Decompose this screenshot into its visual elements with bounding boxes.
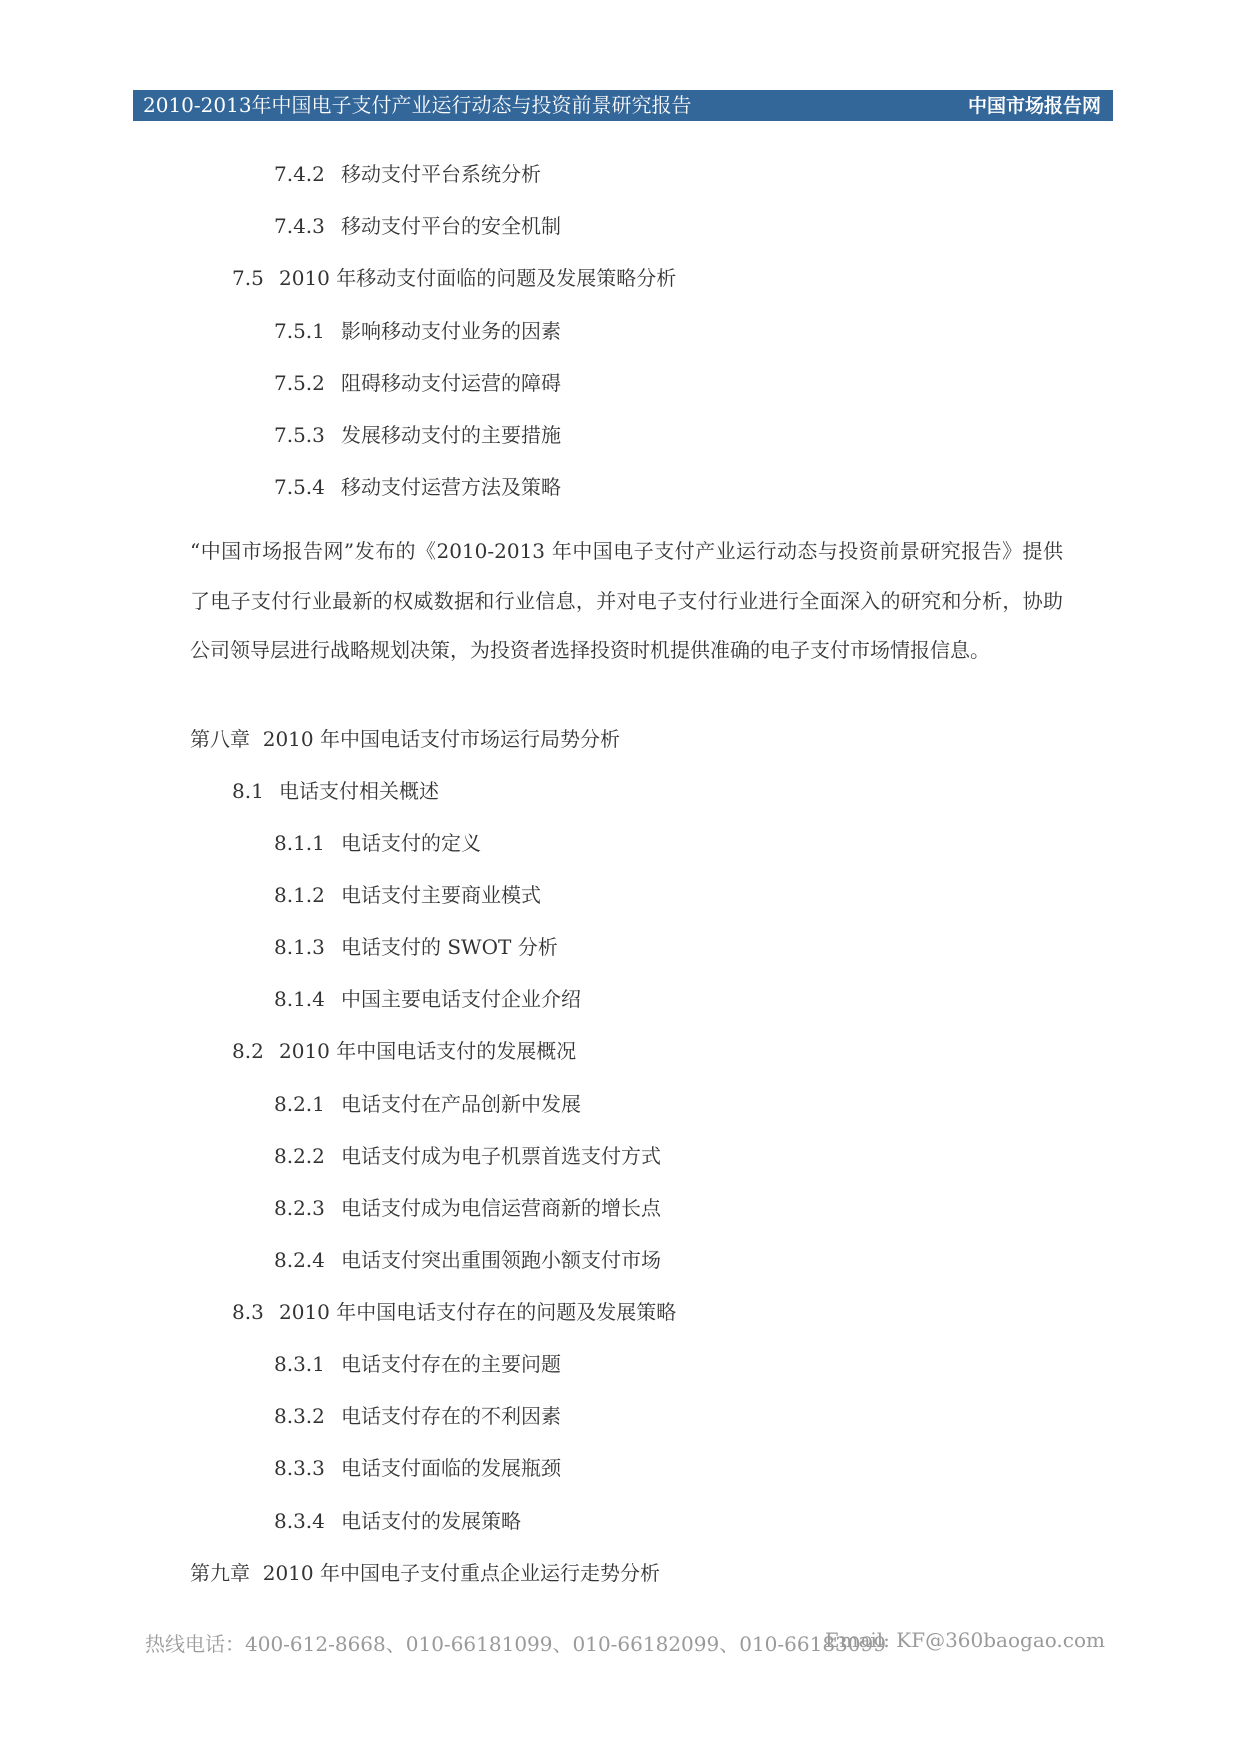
toc-number: 8.3.1 [274, 1352, 325, 1376]
toc-entry [274, 213, 561, 239]
toc-text: 移动支付运营方法及策略 [341, 475, 561, 499]
toc-entry [274, 1195, 661, 1221]
email-text: Email: KF@360baogao.com [824, 1628, 1105, 1652]
toc-entry [274, 1091, 581, 1117]
chapter-number: 第九章 [190, 1561, 250, 1585]
toc-number: 8.1.3 [274, 935, 325, 959]
toc-text: 移动支付平台系统分析 [341, 162, 541, 186]
toc-number: 8.1.4 [274, 987, 325, 1011]
toc-text: 电话支付主要商业模式 [341, 883, 541, 907]
toc-entry [232, 265, 676, 291]
toc-text: 电话支付在产品创新中发展 [341, 1092, 581, 1116]
toc-text: 电话支付面临的发展瓶颈 [341, 1456, 561, 1480]
site-brand: 中国市场报告网 [967, 95, 1101, 117]
toc-number: 8.2.2 [274, 1144, 325, 1168]
toc-number: 8.1.2 [274, 883, 325, 907]
toc-text: 中国主要电话支付企业介绍 [341, 987, 581, 1011]
toc-text: 电话支付成为电信运营商新的增长点 [341, 1196, 661, 1220]
toc-number: 7.5.4 [274, 475, 325, 499]
toc-text: 电话支付存在的不利因素 [341, 1404, 561, 1428]
toc-text: 电话支付的 SWOT 分析 [341, 935, 558, 959]
toc-entry [274, 1351, 561, 1377]
toc-text: 电话支付成为电子机票首选支付方式 [341, 1144, 661, 1168]
toc-number: 8.2.4 [274, 1248, 325, 1272]
toc-entry [274, 1143, 661, 1169]
toc-text: 发展移动支付的主要措施 [341, 423, 561, 447]
toc-entry [274, 318, 561, 344]
toc-text: 影响移动支付业务的因素 [341, 319, 561, 343]
toc-text: 2010 年中国电话支付的发展概况 [279, 1039, 577, 1063]
chapter-number: 第八章 [190, 727, 250, 751]
hotline-text: 热线电话：400-612-8668、010-66181099、010-66182099、010-66183099 [145, 1632, 886, 1656]
toc-number: 8.3.3 [274, 1456, 325, 1480]
toc-entry [274, 1455, 561, 1481]
toc-entry [274, 986, 581, 1012]
toc-number: 7.4.2 [274, 162, 325, 186]
toc-entry [274, 474, 561, 500]
toc-text: 移动支付平台的安全机制 [341, 214, 561, 238]
toc-entry [274, 882, 541, 908]
page-footer [145, 1628, 1105, 1660]
toc-entry [274, 1403, 561, 1429]
intro-paragraph: “中国市场报告网”发布的《2010-2013 年中国电子支付产业运行动态与投资前景研究报告》提供了电子支付行业最新的权威数据和行业信息，并对电子支付行业进行全面深入的研究和分析，协助公司领导层进行战略规划决策，为投资者选择投资时机提供准确的电子支付市场情报信息。 [190, 539, 1063, 662]
toc-text: 2010 年移动支付面临的问题及发展策略分析 [279, 266, 677, 290]
toc-entry [274, 934, 558, 960]
toc-entry [232, 1038, 576, 1064]
toc-entry [274, 370, 561, 396]
toc-entry [274, 830, 481, 856]
toc-entry [232, 1299, 676, 1325]
toc-number: 8.1 [232, 779, 264, 803]
toc-number: 7.5 [232, 266, 264, 290]
toc-text: 电话支付存在的主要问题 [341, 1352, 561, 1376]
toc-text: 电话支付突出重围领跑小额支付市场 [341, 1248, 661, 1272]
chapter-heading [190, 1560, 660, 1586]
toc-text: 电话支付相关概述 [279, 779, 439, 803]
chapter-title: 2010 年中国电子支付重点企业运行走势分析 [262, 1561, 660, 1585]
toc-number: 8.3.2 [274, 1404, 325, 1428]
toc-number: 7.5.1 [274, 319, 325, 343]
toc-entry [274, 1247, 661, 1273]
toc-number: 8.2 [232, 1039, 264, 1063]
toc-text: 阻碍移动支付运营的障碍 [341, 371, 561, 395]
toc-number: 7.5.2 [274, 371, 325, 395]
toc-number: 8.3.4 [274, 1509, 325, 1533]
toc-number: 8.2.3 [274, 1196, 325, 1220]
report-title: 2010-2013年中国电子支付产业运行动态与投资前景研究报告 [143, 93, 692, 117]
toc-number: 7.5.3 [274, 423, 325, 447]
toc-text: 电话支付的发展策略 [341, 1509, 521, 1533]
page-header [133, 90, 1113, 121]
toc-text: 2010 年中国电话支付存在的问题及发展策略 [279, 1300, 677, 1324]
chapter-heading [190, 726, 620, 752]
toc-number: 8.1.1 [274, 831, 325, 855]
toc-entry [232, 778, 439, 804]
toc-number: 8.2.1 [274, 1092, 325, 1116]
toc-number: 8.3 [232, 1300, 264, 1324]
toc-entry [274, 161, 541, 187]
toc-number: 7.4.3 [274, 214, 325, 238]
chapter-title: 2010 年中国电话支付市场运行局势分析 [262, 727, 620, 751]
toc-entry [274, 1508, 521, 1534]
toc-entry [274, 422, 561, 448]
toc-text: 电话支付的定义 [341, 831, 481, 855]
